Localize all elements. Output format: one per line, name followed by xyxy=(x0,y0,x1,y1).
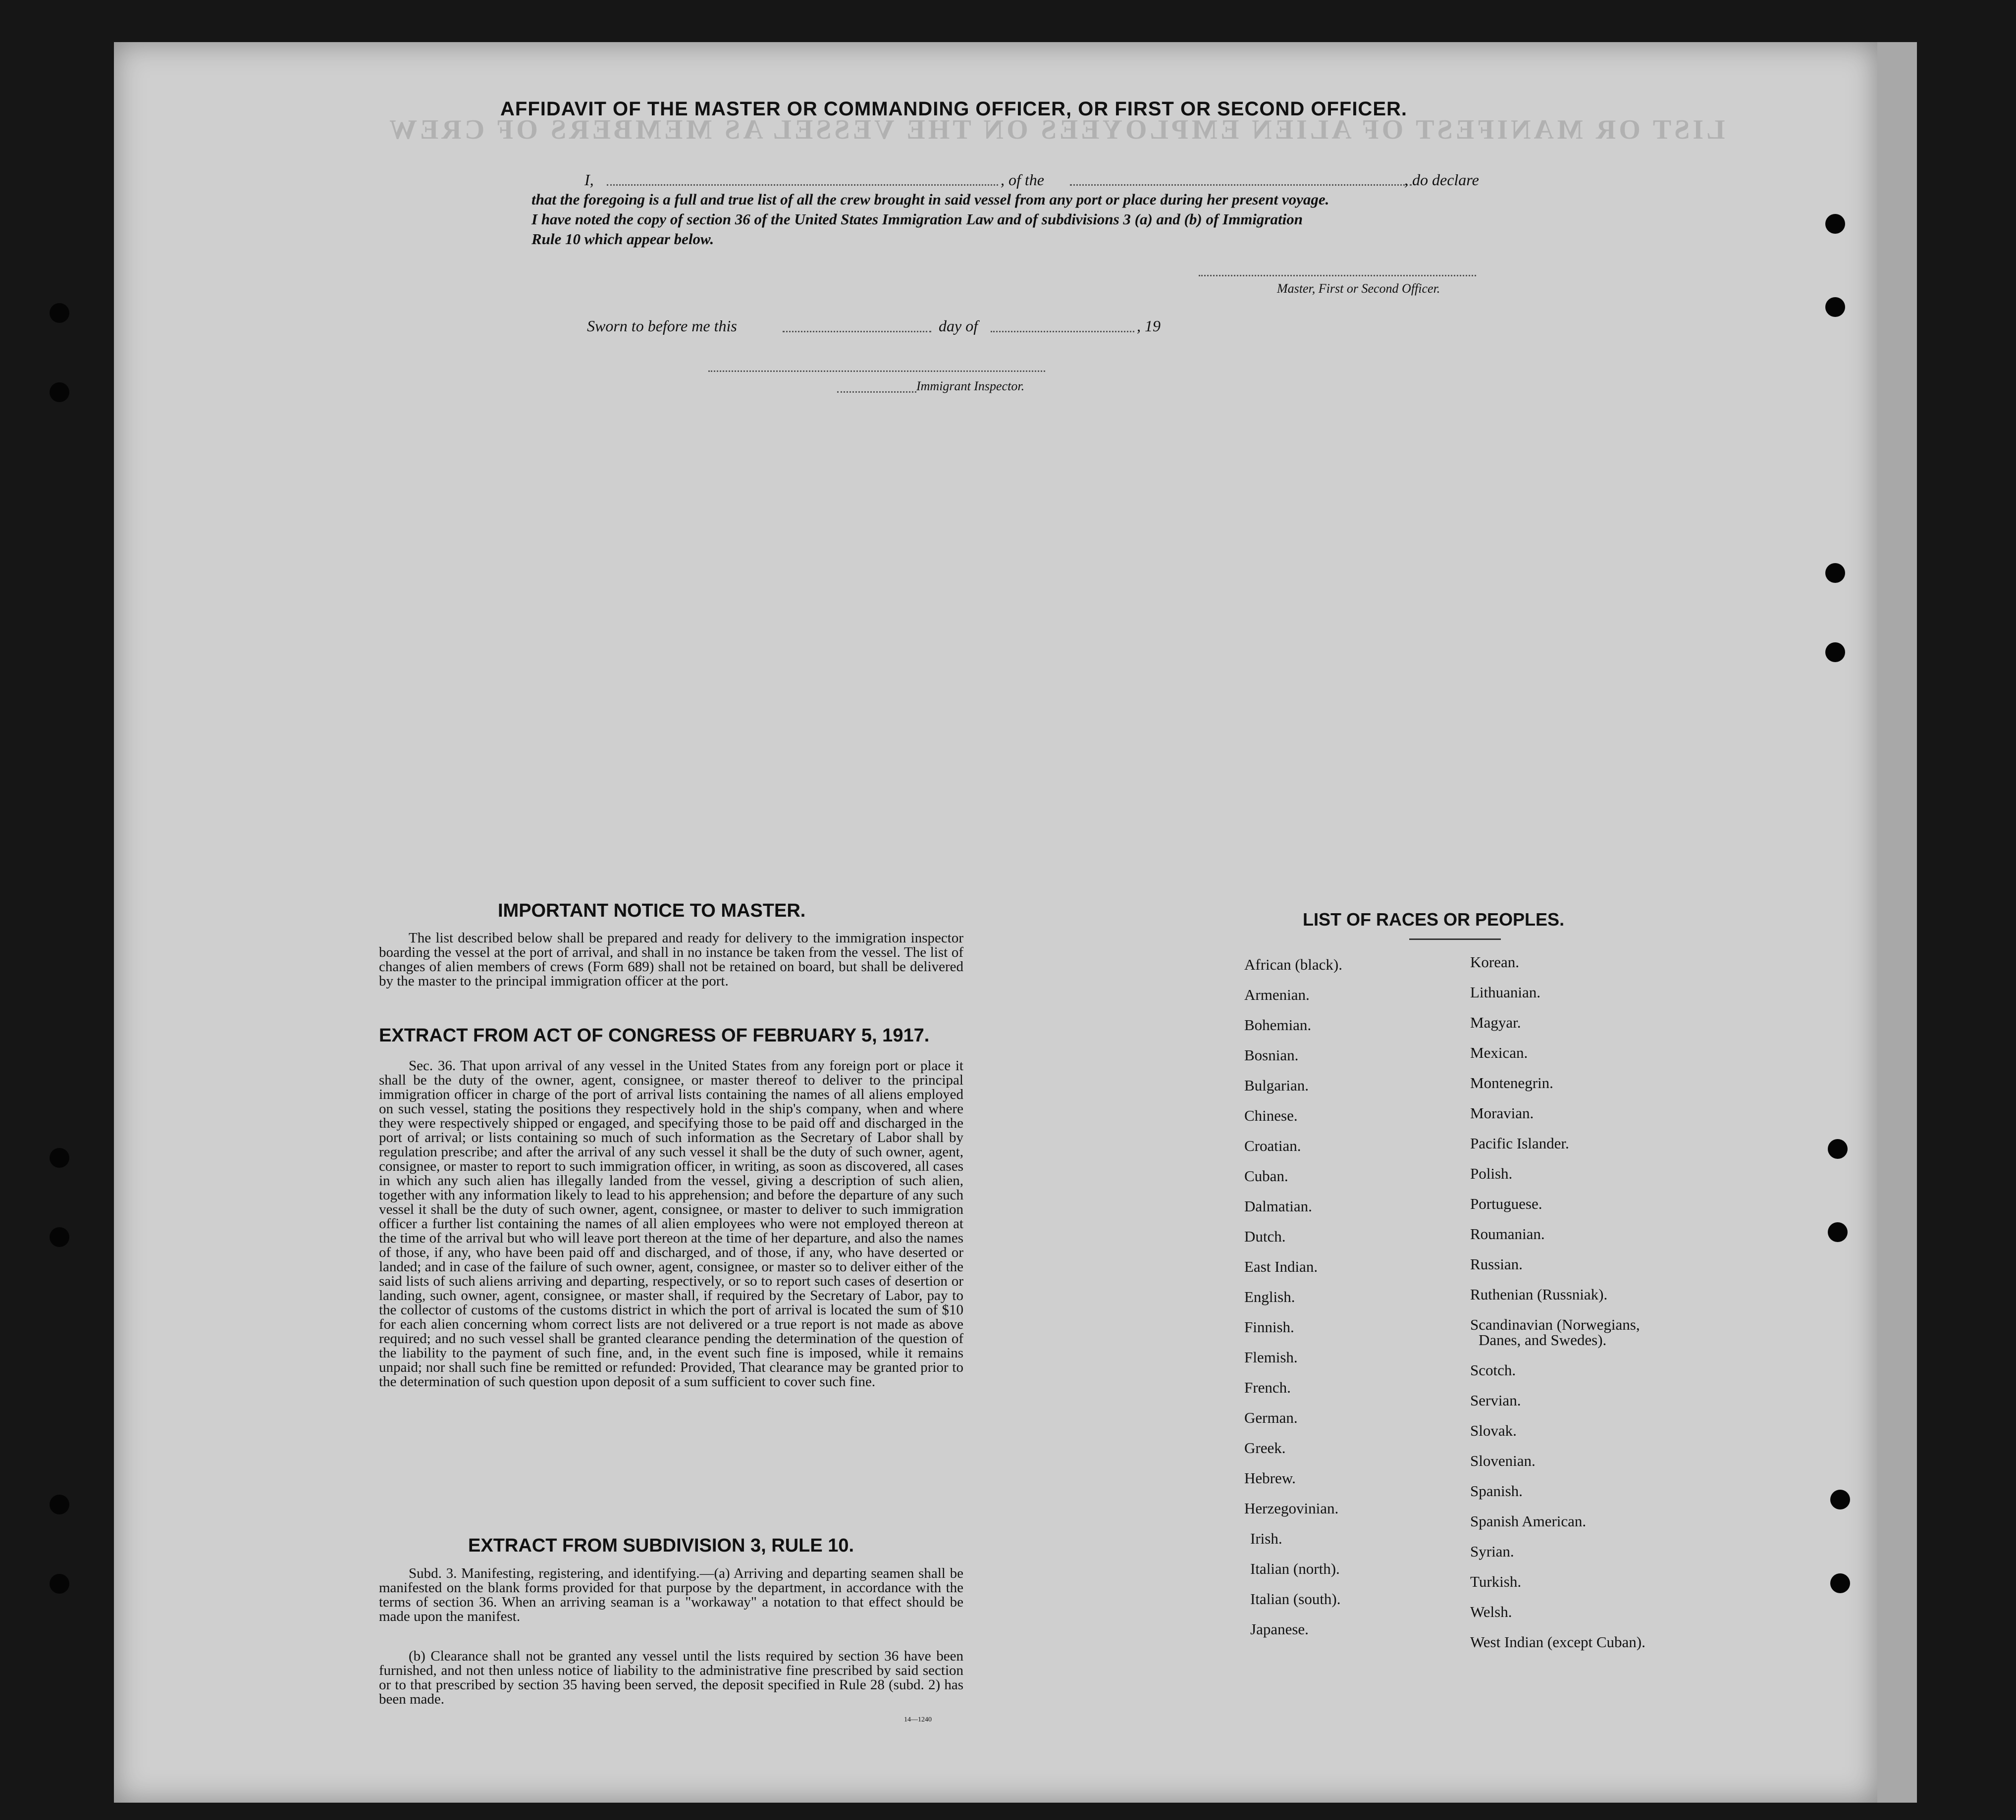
race-item: Bulgarian. xyxy=(1244,1077,1309,1094)
race-item: Italian (north). xyxy=(1250,1560,1340,1577)
rule-body-a: Subd. 3. Manifesting, registering, and identifying.—(a) Arriving and departing seamen shall be manifested on the blank forms provided for that purpose by the department, in accordance with the terms of section 36. When an arriving seaman is a "workaway" a notation to that effect should be made upon the manifest. xyxy=(379,1565,963,1624)
race-item: Japanese. xyxy=(1250,1620,1309,1638)
vessel-blank[interactable] xyxy=(1070,184,1412,186)
inspector-blank-2[interactable] xyxy=(837,391,916,393)
punch-hole xyxy=(1825,214,1845,234)
race-item: Turkish. xyxy=(1470,1573,1522,1590)
manifest-page xyxy=(114,42,1877,1803)
race-item: Spanish American. xyxy=(1470,1512,1587,1530)
race-item: African (black). xyxy=(1244,956,1342,973)
day-of-label: day of xyxy=(939,317,978,335)
race-item: Finnish. xyxy=(1244,1318,1294,1336)
punch-hole xyxy=(50,1148,69,1168)
race-item: Montenegrin. xyxy=(1470,1074,1553,1092)
race-item: Armenian. xyxy=(1244,986,1310,1003)
race-item: Herzegovinian. xyxy=(1244,1500,1339,1517)
form-number: 14—1240 xyxy=(904,1716,932,1723)
race-item: Cuban. xyxy=(1244,1167,1288,1185)
race-item: English. xyxy=(1244,1288,1295,1305)
race-item: Servian. xyxy=(1470,1392,1521,1409)
punch-hole xyxy=(1830,1490,1850,1509)
punch-hole xyxy=(1828,1139,1848,1159)
sworn-day-blank[interactable] xyxy=(783,331,931,332)
race-item: Syrian. xyxy=(1470,1543,1514,1560)
races-title: LIST OF RACES OR PEOPLES. xyxy=(1303,909,1565,930)
punch-hole xyxy=(1825,642,1845,662)
race-item: Magyar. xyxy=(1470,1014,1521,1031)
punch-hole xyxy=(50,1227,69,1247)
race-item: Dutch. xyxy=(1244,1228,1286,1245)
rule-title: EXTRACT FROM SUBDIVISION 3, RULE 10. xyxy=(468,1535,854,1556)
race-item: Russian. xyxy=(1470,1255,1523,1273)
race-item: Flemish. xyxy=(1244,1349,1298,1366)
race-item: Slovenian. xyxy=(1470,1452,1536,1469)
affidavit-do-declare: , do declare xyxy=(1404,171,1479,189)
race-item: Korean. xyxy=(1470,953,1519,971)
race-item: Slovak. xyxy=(1470,1422,1517,1439)
punch-hole xyxy=(1830,1573,1850,1593)
race-item: German. xyxy=(1244,1409,1298,1426)
race-item: Greek. xyxy=(1244,1439,1286,1456)
affidavit-title: AFFIDAVIT OF THE MASTER OR COMMANDING OFFICER, OR FIRST OR SECOND OFFICER. xyxy=(500,98,1407,120)
affidavit-of-the: , of the xyxy=(1001,171,1044,189)
notice-body: The list described below shall be prepared and ready for delivery to the immigration inspector boarding the vessel at the port of arrival, and shall in no instance be taken from the vessel. The list of changes of alien members of crews (Form 689) shall not be retained on board, but shall be delivered by the master to the principal immigration officer at the port. xyxy=(379,930,963,989)
race-item: Pacific Islander. xyxy=(1470,1135,1569,1152)
bleed-through: LIST OR MANIFEST OF ALIEN EMPLOYEES ON THE VESSEL AS MEMBERS OF CREW xyxy=(386,114,1725,145)
punch-hole xyxy=(1825,297,1845,317)
race-item: Italian (south). xyxy=(1250,1590,1341,1608)
race-item: Croatian. xyxy=(1244,1137,1301,1154)
race-item: Bohemian. xyxy=(1244,1016,1312,1034)
race-item: Scotch. xyxy=(1470,1361,1516,1379)
race-item: Irish. xyxy=(1250,1530,1282,1547)
race-item: Dalmatian. xyxy=(1244,1197,1312,1215)
affidavit-line-2: that the foregoing is a full and true list of all the crew brought in said vessel from any port or place during her present voyage. xyxy=(531,191,1329,208)
inspector-label: Immigrant Inspector. xyxy=(916,379,1025,393)
punch-hole xyxy=(1825,563,1845,583)
race-item: Danes, and Swedes). xyxy=(1479,1331,1607,1349)
affidavit-line-4: Rule 10 which appear below. xyxy=(531,230,714,248)
sworn-label: Sworn to before me this xyxy=(587,317,737,335)
races-title-rule xyxy=(1409,938,1501,940)
race-item: Spanish. xyxy=(1470,1482,1523,1500)
race-item: Ruthenian (Russniak). xyxy=(1470,1286,1608,1303)
race-item: West Indian (except Cuban). xyxy=(1470,1633,1645,1651)
race-item: Scandinavian (Norwegians, xyxy=(1470,1316,1640,1333)
race-item: Lithuanian. xyxy=(1470,984,1541,1001)
race-item: Welsh. xyxy=(1470,1603,1512,1620)
affidavit-i: I, xyxy=(584,171,594,189)
punch-hole xyxy=(50,303,69,323)
race-item: Polish. xyxy=(1470,1165,1513,1182)
signature-label: Master, First or Second Officer. xyxy=(1277,281,1440,296)
punch-hole xyxy=(50,1495,69,1514)
page-edge xyxy=(1877,42,1917,1803)
race-item: East Indian. xyxy=(1244,1258,1318,1275)
race-item: Hebrew. xyxy=(1244,1469,1296,1487)
act-body: Sec. 36. That upon arrival of any vessel in the United States from any foreign port or place it shall be the duty of the owner, agent, consignee, or master thereof to deliver to the principal immigration officer in charge of the port of arrival lists containing the names of all aliens employed on such vessel, stating the positions they respectively hold in the ship's company, when and where they were respectively shipped or engaged, and specifying those to be paid off and discharged in the port of arrival; or lists containing so much of such information as the Secretary of Labor shall by regulation prescribe; and after the arrival of any such vessel it shall be the duty of such owner, agent, consignee, or master to report to such immigration officer, in writing, as soon as discovered, all cases in which any such alien has illegally landed from the vessel, giving a description of such alien, together with any information likely to lead to his apprehension; and before the departure of any such vessel it shall be the duty of such owner, agent, consignee, or master to deliver to such immigration officer a further list containing the names of all alien employees who were not employed thereon at the time of the arrival but who will leave port thereon at the time of her departure, and also the names of those, if any, who have been paid off and discharged, and of those, if any, who have deserted or landed; and in case of the failure of such owner, agent, consignee, or master so to deliver either of the said lists of such aliens arriving and departing, respectively, or so to report such cases of desertion or landing, such owner, agent, consignee, or master shall, if required by the Secretary of Labor, pay to the collector of customs of the customs district in which the port of arrival is located the sum of $10 for each alien concerning whom correct lists are not delivered or a true report is not made as above required; and no such vessel shall be granted clearance pending the determination of the question of the liability to the payment of such fine, and, in the event such fine is imposed, while it remains unpaid; nor shall such fine be remitted or refunded: Provided, That clearance may be granted prior to the determination of such question upon deposit of a sum sufficient to cover such fine. xyxy=(379,1058,963,1390)
race-item: Roumanian. xyxy=(1470,1225,1545,1243)
race-item: Mexican. xyxy=(1470,1044,1528,1061)
name-blank[interactable] xyxy=(607,184,998,186)
year-label: , 19 xyxy=(1137,317,1161,335)
act-title: EXTRACT FROM ACT OF CONGRESS OF FEBRUARY 5, 1917. xyxy=(379,1025,930,1046)
punch-hole xyxy=(50,382,69,402)
rule-body-b: (b) Clearance shall not be granted any vessel until the lists required by section 36 have been furnished, and not then unless notice of liability to the administrative fine prescribed by said section or to that prescribed by section 35 having been served, the deposit specified in Rule 28 (subd. 2) has been made. xyxy=(379,1648,963,1707)
punch-hole xyxy=(1828,1222,1848,1242)
race-item: Moravian. xyxy=(1470,1104,1534,1122)
sworn-month-blank[interactable] xyxy=(991,331,1134,332)
race-item: Chinese. xyxy=(1244,1107,1298,1124)
race-item: Portuguese. xyxy=(1470,1195,1542,1212)
signature-blank[interactable] xyxy=(1199,275,1476,276)
notice-title: IMPORTANT NOTICE TO MASTER. xyxy=(498,900,806,921)
inspector-blank-1[interactable] xyxy=(708,370,1045,372)
race-item: French. xyxy=(1244,1379,1291,1396)
race-item: Bosnian. xyxy=(1244,1046,1299,1064)
affidavit-line-3: I have noted the copy of section 36 of the United States Immigration Law and of subdivisions 3 (a) and (b) of Immigration xyxy=(531,210,1303,228)
punch-hole xyxy=(50,1574,69,1594)
